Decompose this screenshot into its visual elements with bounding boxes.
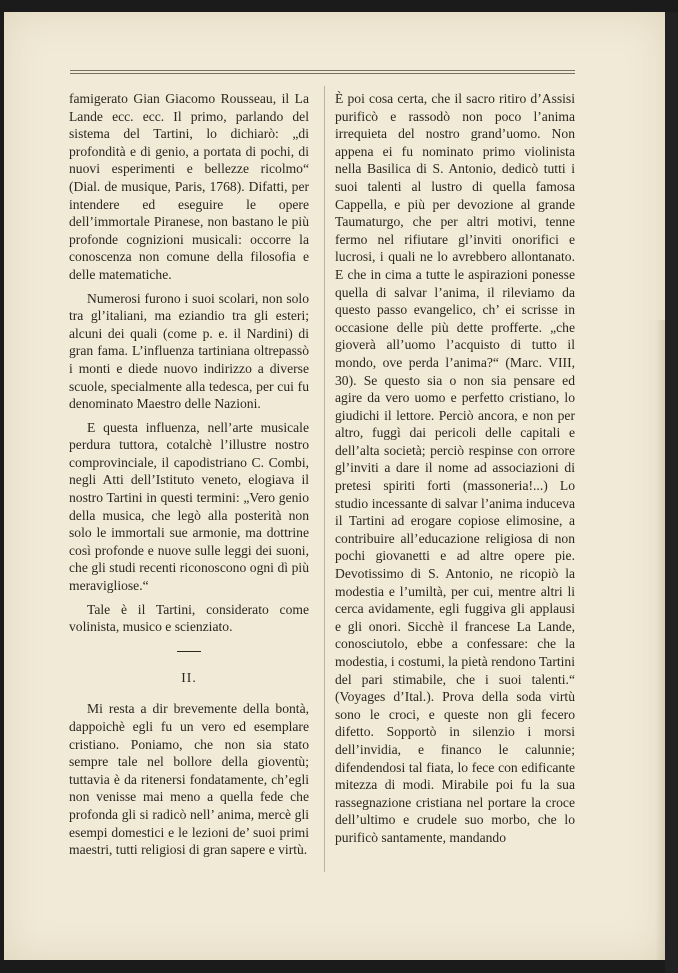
- header-rule-top: [70, 70, 575, 71]
- left-paragraph-1: famigerato Gian Giacomo Rousseau, il La Lande ecc. ecc. Il primo, parlando del sistema del Tartini, lo dichiarò: „di profondità e di genio, a portata di pochi, di nuovi esperimenti e bellezze ricolmo“ (Dial. de musique, Paris, 1768). Difatti, per intendere ed eseguire le opere dell’immortale Piranese, non bastano le più profonde cognizioni musicali: occorre la conoscenza non comune della filosofia e delle matematiche.: [69, 91, 309, 282]
- right-column: [335, 90, 575, 853]
- column-separator: [324, 86, 325, 872]
- page-fold: [655, 320, 665, 960]
- left-column: [69, 90, 309, 865]
- left-paragraph-5: Mi resta a dir brevemente della bontà, dappoichè egli fu un vero ed esemplare cristiano. Poniamo, che non sia stato sempre tale nel bollore della gioventù; tuttavia è da ritenersi fondatamente, ch’egli non venisse mai meno a quella fede che profonda gli si radicò nell’ anima, mercè gli esempi domestici e le lezioni de’ suoi primi maestri, tutti religiosi di gran sapere e virtù.: [69, 701, 309, 858]
- section-heading: II.: [181, 669, 197, 685]
- page-edge-shadow: [665, 12, 678, 973]
- left-paragraph-3: E questa influenza, nell’arte musicale perdura tuttora, cotalchè l’illustre nostro comprovinciale, il capodistriano C. Combi, negli Atti dell’Istituto veneto, elogiava il nostro Tartini in questi termini: „Vero genio della musica, che legò alla posterità non solo le immortali sue armonie, ma dottrine così profonde e nuove sulle leggi dei suoni, che gli studi recenti riconoscono ogni dì più meravigliose.“: [69, 419, 309, 594]
- right-paragraph-1: È poi cosa certa, che il sacro ritiro d’Assisi purificò e rassodò non poco l’anima irrequieta del nostro grand’uomo. Non appena ei fu nominato primo violinista nella Basilica di S. Antonio, dedicò tutti i suoi talenti al lustro di quella famosa Cappella, e più per devozione al grande Taumaturgo, che per altri motivi, tenne fermo nel rifiutare gl’inviti onorifici e lucrosi, i quali ne lo avrebbero allontanato. E che in cima a tutte le aspirazioni ponesse quella di salvar l’anima, il rileviamo da questo passo evangelico, ch’ ei scrisse in occasione delle più dette profferte. „che gioverà all’uomo l’acquisto di tutto il mondo, ove perda l’anima?“ (Marc. VIII, 30). Se questo sia o non sia pensare ed agire da vero uomo e perfetto cristiano, lo giudichi il lettore. Perciò ancora, e non per altro, fuggì dai pericoli delle capitali e dell’alta società; perciò respinse con orrore gl’inviti a dare il nome ad associazioni di pretesi spiriti forti (massoneria!...) Lo studio incessante di salvar l’anima induceva il Tartini ad erogare copiose elimosine, a contribuire all’educazione religiosa di non pochi giovanetti e ad altre opere pie. Devotissimo di S. Antonio, ne ricopiò la modestia e l’umiltà, per cui, mentre altri li cerca avidamente, egli fuggiva gli applausi e gli onori. Sicchè il francese La Lande, conosciutolo, ebbe a confessare: che la modestia, i costumi, la pietà rendono Tartini del pari stimabile, che i suoi talenti.“ (Voyages d’Ital.). Prova della soda virtù sono le croci, e queste non gli fecero difetto. Sopportò in silenzio i morsi dell’invidia, e financo le calunnie; difendendosi tal fiata, lo fece con edificante mitezza di modi. Mirabile poi fu la sua rassegnazione cristiana nel portare la croce dell’ultimo e crudele suo morbo, che lo purificò santamente, mandando: [335, 91, 575, 845]
- section-divider: [69, 642, 309, 659]
- header-rule-bottom: [70, 73, 575, 74]
- left-paragraph-2: Numerosi furono i suoi scolari, non solo tra gl’italiani, ma eziandio tra gli esteri; alcuni dei quali (come p. e. il Nardini) di gran fama. L’influenza tartiniana oltrepassò i monti e diede nuovo indirizzo a diverse scuole, specialmente alla tedesca, per cui fu denominato Maestro delle Nazioni.: [69, 290, 309, 412]
- left-paragraph-4: Tale è il Tartini, considerato come volinista, musico e scienziato.: [69, 601, 309, 635]
